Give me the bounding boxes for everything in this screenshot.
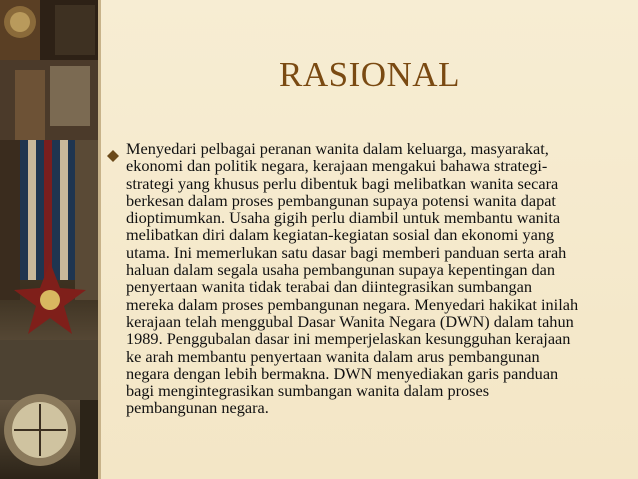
decorative-collage xyxy=(0,0,98,479)
slide-title: RASIONAL xyxy=(279,55,460,94)
body-line: haluan dalam segala usaha pembangunan supaya kepentingan dan xyxy=(126,260,556,280)
body-line: 1989. Penggubalan dasar ini memperjelaskan kesungguhan kerajaan xyxy=(126,329,571,349)
body-line: kerajaan telah menggubal Dasar Wanita Negara (DWN) dalam tahun xyxy=(126,311,574,331)
body-line: strategi yang khusus perlu dibentuk bagi melibatkan wanita secara xyxy=(126,173,559,193)
body-line: negara dengan lebih bermakna. DWN menyediakan garis panduan xyxy=(126,363,559,383)
body-line: melibatkan diri dalam kegiatan-kegiatan sosial dan ekonomi yang xyxy=(126,225,555,245)
body-line: Menyedari pelbagai peranan wanita dalam keluarga, masyarakat, xyxy=(126,139,549,158)
body-line: ekonomi dan politik negara, kerajaan mengakui bahawa strategi- xyxy=(126,156,548,176)
body-line: dioptimumkan. Usaha gigih perlu diambil untuk membantu wanita xyxy=(126,208,561,228)
body-line: berkesan dalam proses pembangunan supaya potensi wanita dapat xyxy=(126,190,556,210)
medals-collage-image xyxy=(0,0,98,479)
body-line: pembangunan negara. xyxy=(126,398,269,418)
body-line: bagi mengintegrasikan sumbangan wanita dalam proses xyxy=(126,381,490,401)
body-line: utama. Ini memerlukan satu dasar bagi memberi panduan serta arah xyxy=(126,242,567,262)
body-line: mereka dalam proses pembangunan negara. Menyedari hakikat inilah xyxy=(126,294,579,314)
body-line: penyertaan wanita tidak terabai dan diintegrasikan sumbangan xyxy=(126,277,532,297)
body-line: ke arah membantu penyertaan wanita dalam arus pembangunan xyxy=(126,346,540,366)
body-paragraph xyxy=(126,140,622,417)
